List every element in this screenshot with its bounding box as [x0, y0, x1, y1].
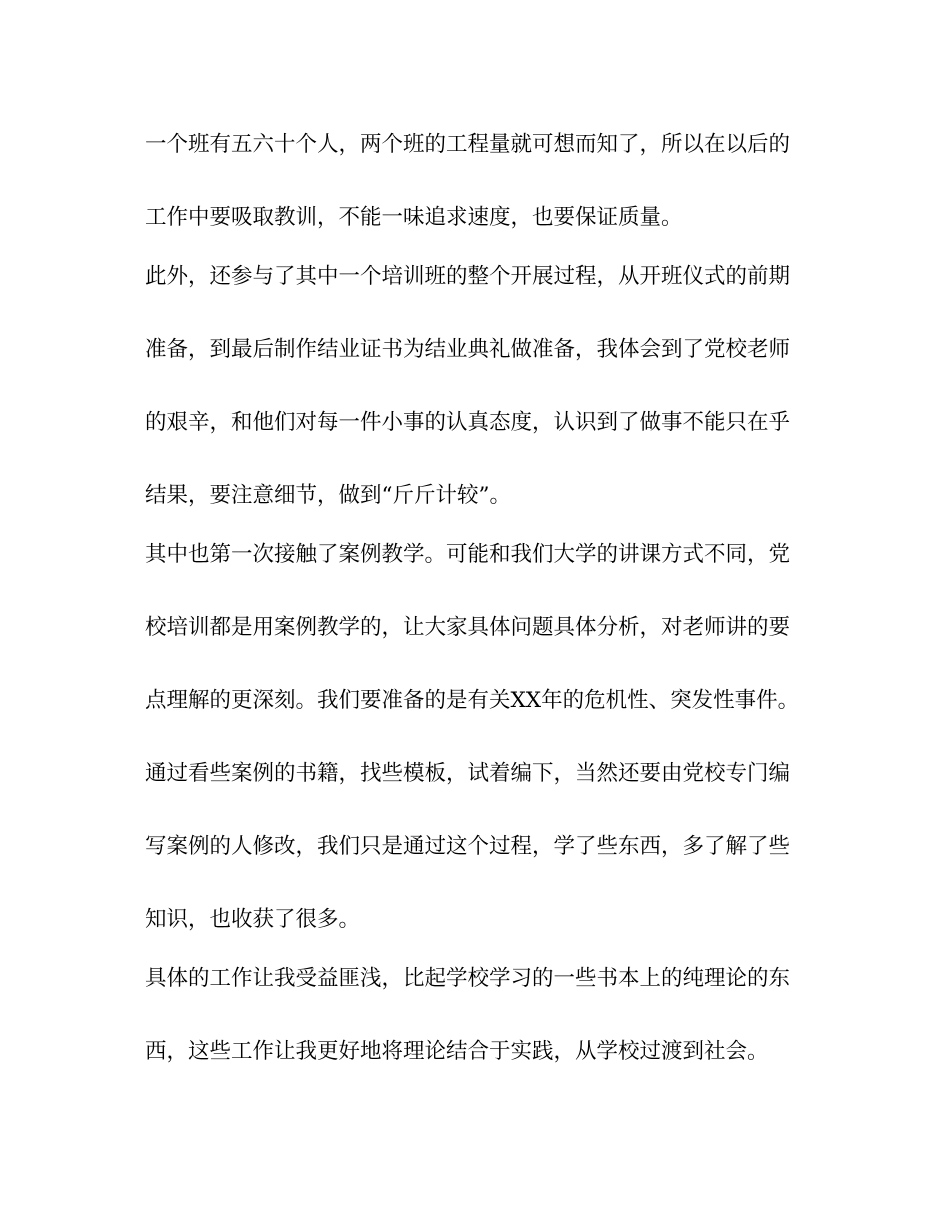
text-line: 校培训都是用案例教学的，让大家具体问题具体分析，对老师讲的要 [145, 615, 791, 640]
text-line: 的艰辛，和他们对每一件小事的认真态度，认识到了做事不能只在乎 [145, 410, 791, 435]
text-line: 准备，到最后制作结业证书为结业典礼做准备，我体会到了党校老师 [145, 337, 791, 362]
text-line: 知识，也收获了很多。 [145, 907, 361, 932]
text-line: 具体的工作让我受益匪浅，比起学校学习的一些书本上的纯理论的东 [145, 966, 791, 991]
text-line: 一个班有五六十个人，两个班的工程量就可想而知了，所以在以后的 [145, 132, 791, 157]
text-line: 通过看些案例的书籍，找些模板，试着编下，当然还要由党校专门编 [145, 761, 791, 786]
text-line: 点理解的更深刻。我们要准备的是有关XX年的危机性、突发性事件。 [145, 688, 800, 713]
text-line: 此外，还参与了其中一个培训班的整个开展过程，从开班仪式的前期 [145, 264, 791, 289]
text-line: 写案例的人修改，我们只是通过这个过程，学了些东西，多了解了些 [145, 834, 791, 859]
text-line: 结果，要注意细节，做到“斤斤计较”。 [145, 483, 511, 508]
text-line: 西，这些工作让我更好地将理论结合于实践，从学校过渡到社会。 [145, 1039, 769, 1064]
text-line: 其中也第一次接触了案例教学。可能和我们大学的讲课方式不同，党 [145, 542, 791, 567]
text-line: 工作中要吸取教训，不能一味追求速度，也要保证质量。 [145, 205, 683, 230]
